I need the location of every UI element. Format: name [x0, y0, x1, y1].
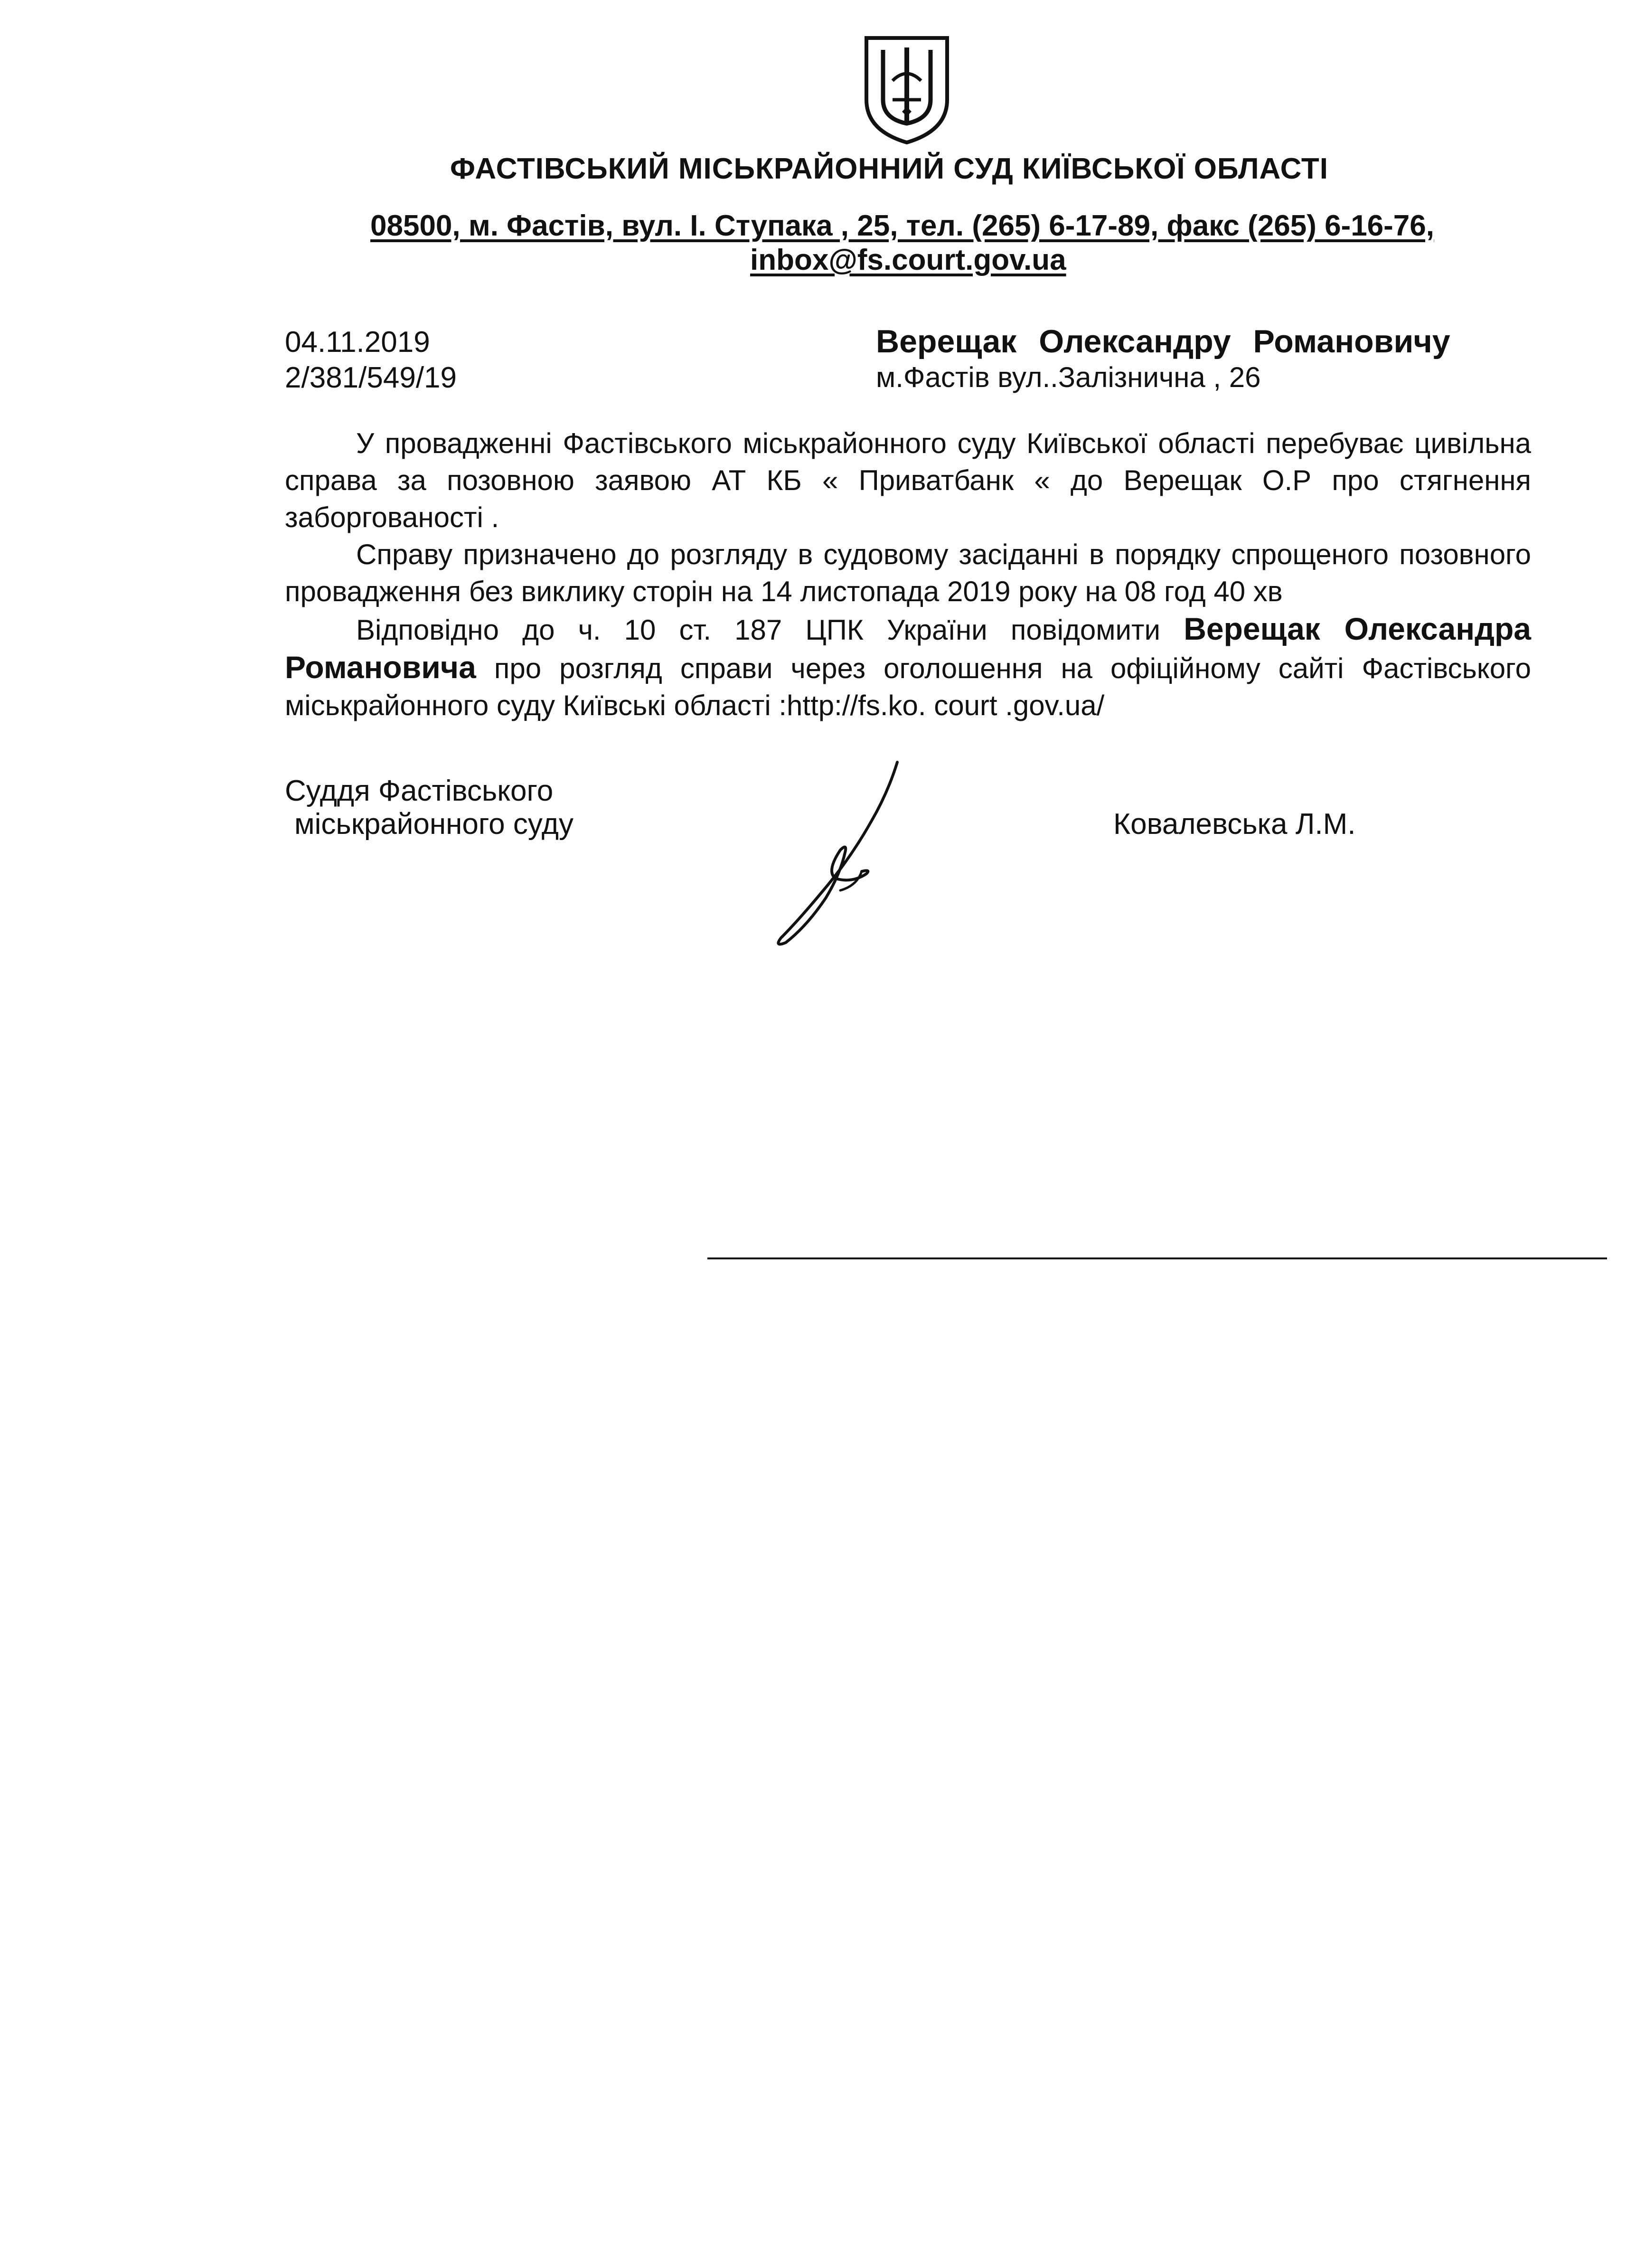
recipient-address: м.Фастів вул..Залізнична , 26	[876, 361, 1261, 393]
document-date: 04.11.2019	[285, 326, 430, 359]
horizontal-rule	[707, 1257, 1607, 1259]
handwritten-signature-icon	[769, 755, 921, 954]
paragraph-proceedings: У провадженні Фастівського міськрайонного суду Київської області перебуває цивільна справа за позовною заявою АТ КБ « Приватбанк « до Верещак О.Р про стягнення заборгованості .	[285, 427, 1531, 533]
notification-text-end: про розгляд справи через оголошення на офіційному сайті Фастівського міськрайонного суду Київські області :http://fs.ko. court .gov.ua/	[285, 652, 1531, 721]
judge-title-line2: міськрайонного суду	[294, 808, 574, 841]
paragraph-notification	[285, 610, 1531, 724]
court-name: ФАСТІВСЬКИЙ МІСЬКРАЙОННИЙ СУД КИЇВСЬКОЇ ОБЛАСТІ	[450, 152, 1329, 185]
defendant-name: Верещак Олександра Романовича	[285, 611, 1531, 685]
court-email: inbox@fs.court.gov.ua	[750, 244, 1066, 276]
court-email-line	[750, 243, 1066, 277]
judge-title-line1: Суддя Фастівського	[285, 775, 554, 807]
notice-body	[285, 425, 1531, 724]
judge-name: Ковалевська Л.М.	[1113, 808, 1356, 841]
document-number: 2/381/549/19	[285, 361, 457, 394]
notification-text-start: Відповідно до ч. 10 ст. 187 ЦПК України повідомити	[356, 614, 1161, 646]
coat-of-arms-trident-icon	[857, 28, 957, 147]
court-address: 08500, м. Фастів, вул. І. Ступака , 25, тел. (265) 6-17-89, факс (265) 6-16-76,	[370, 209, 1434, 242]
paragraph-hearing: Справу призначено до розгляду в судовому засіданні в порядку спрощеного позовного провадження без виклику сторін на 14 листопада 2019 року на 08 год 40 хв	[285, 539, 1531, 607]
recipient-name: Верещак Олександру Романовичу	[876, 323, 1450, 359]
